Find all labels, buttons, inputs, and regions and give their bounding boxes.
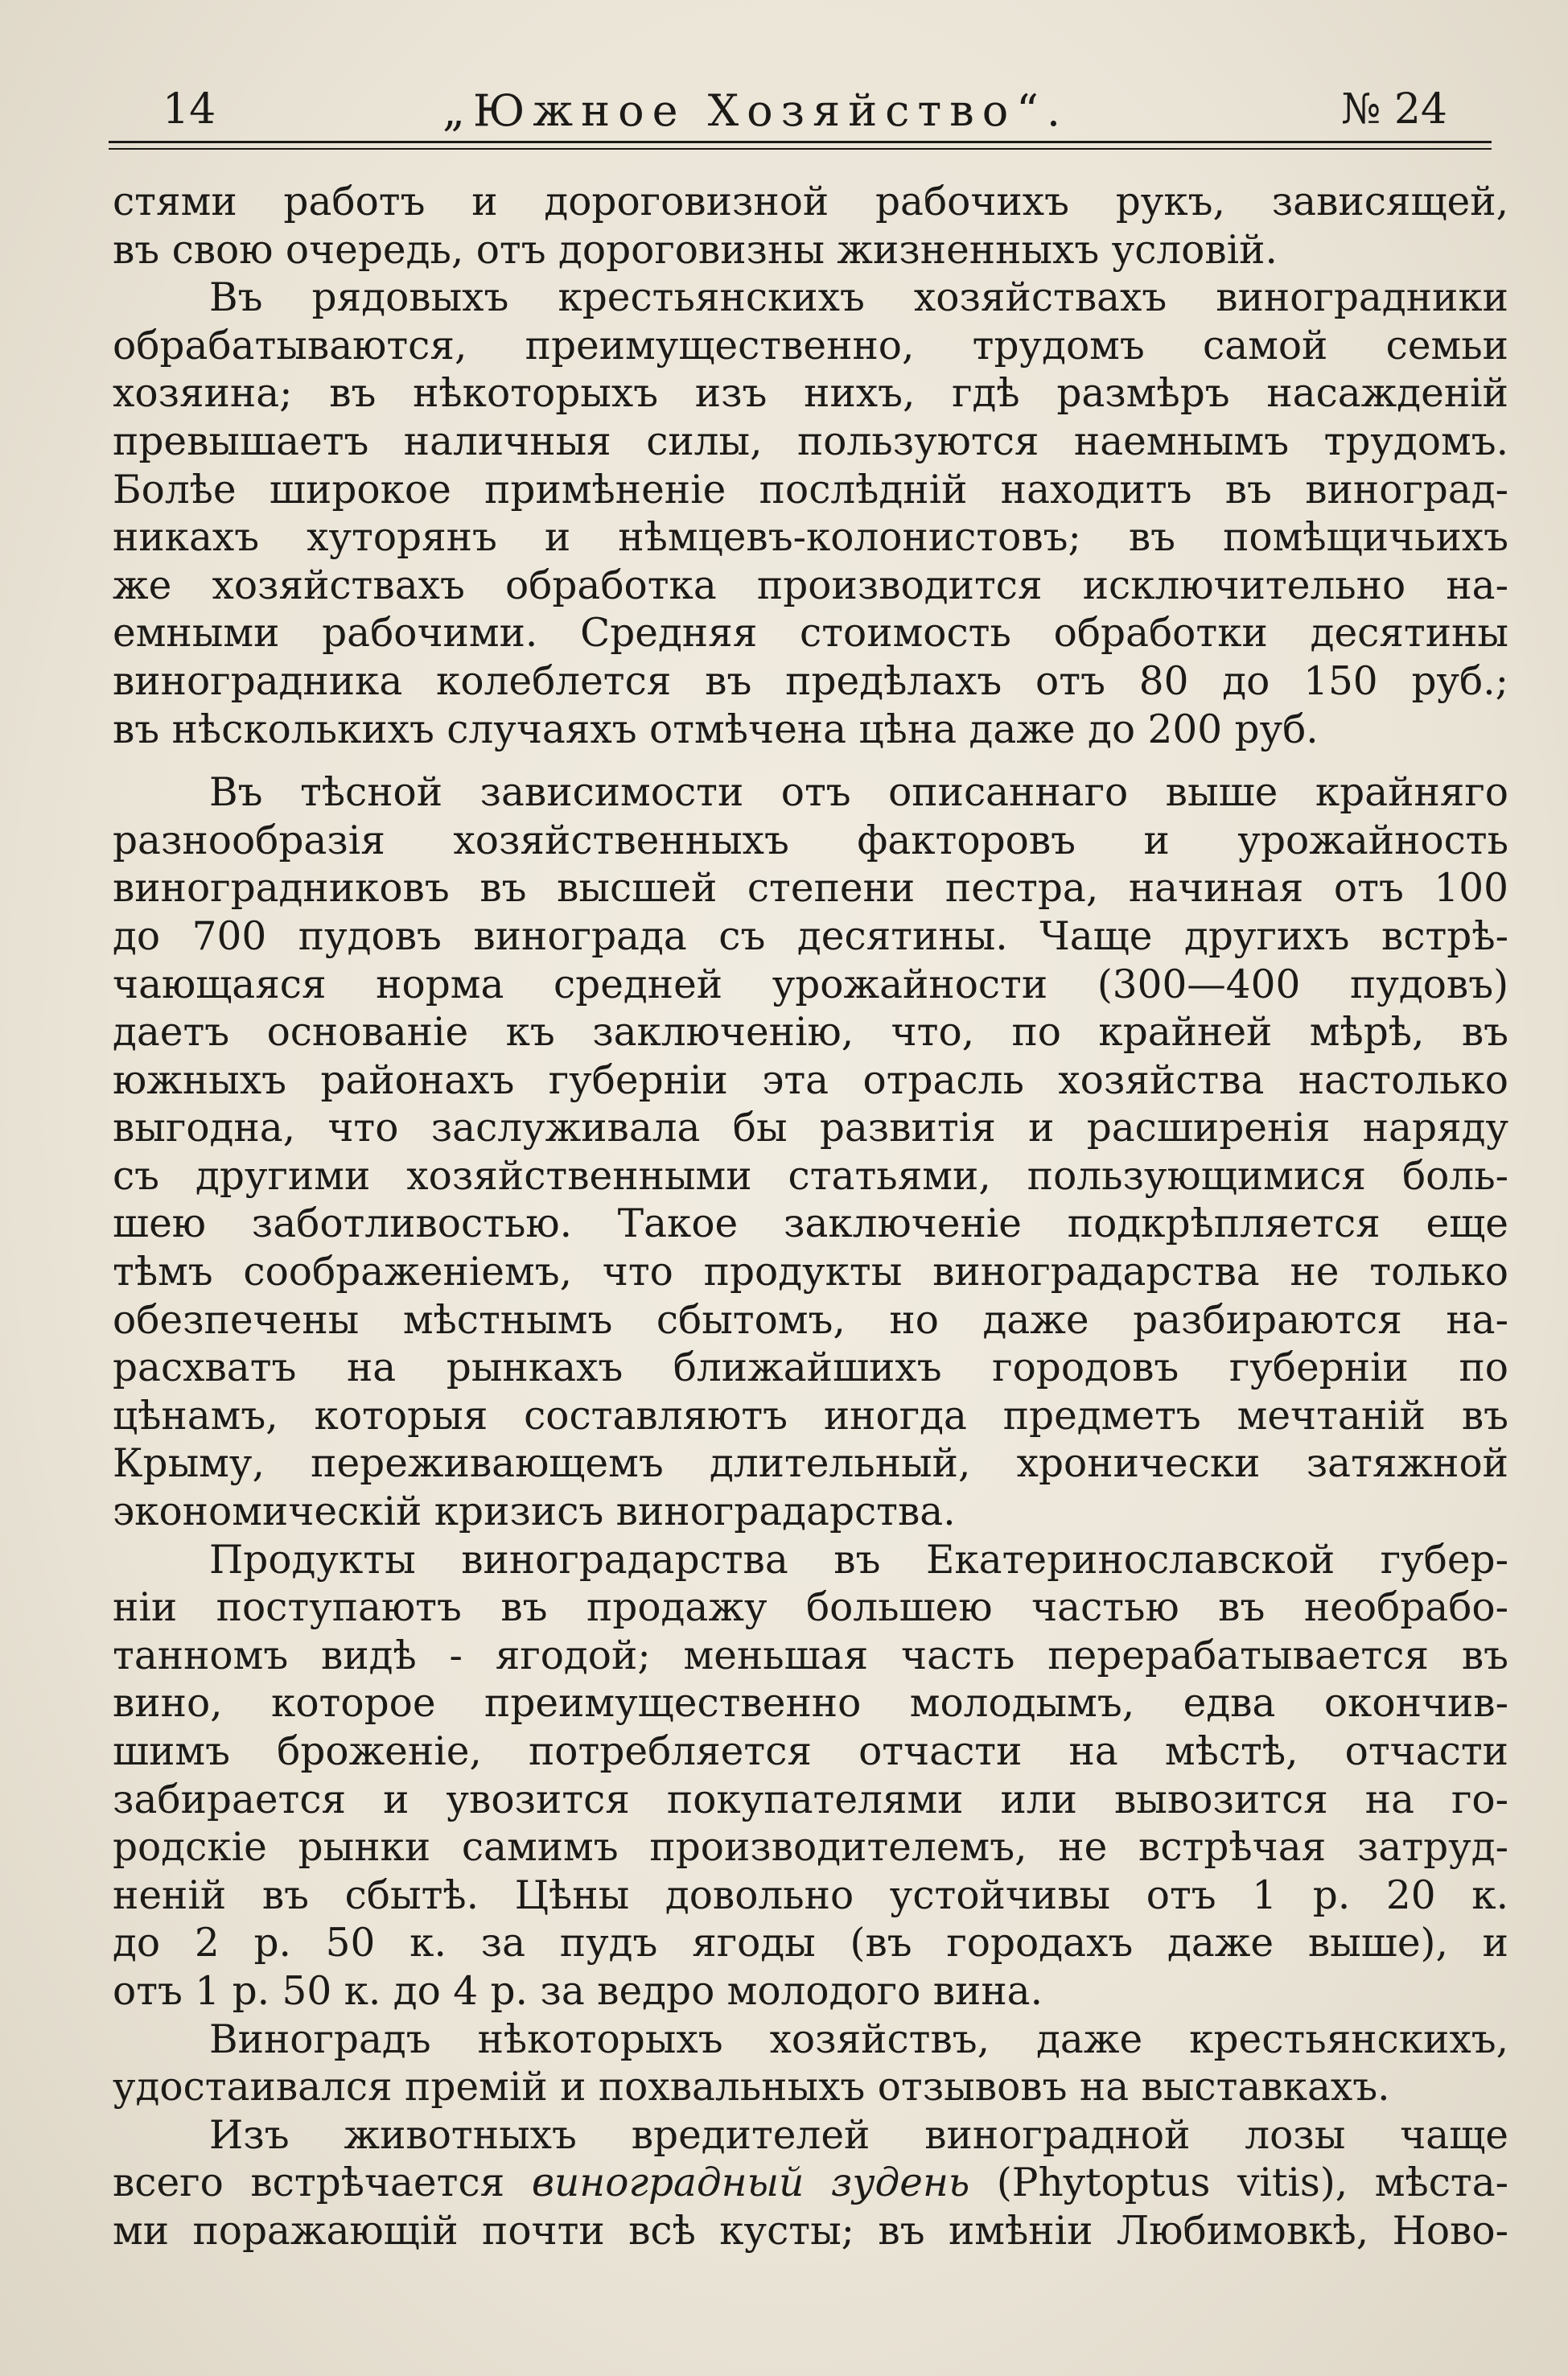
text-line: Крыму, переживающемъ длительный, хронически затяжной	[113, 1441, 1508, 1487]
text-line: шимъ броженіе, потребляется отчасти на мѣстѣ, отчасти	[113, 1729, 1508, 1774]
text-line: тѣмъ соображеніемъ, что продукты виноградарства не только	[113, 1250, 1508, 1295]
text-line: удостаивался премій и похвальныхъ отзывовъ на выставкахъ.	[113, 2065, 1390, 2110]
paragraph-6	[113, 2112, 1508, 2256]
issue-number: № 24	[1341, 85, 1447, 134]
text-line: въ нѣсколькихъ случаяхъ отмѣчена цѣна даже до 200 руб.	[113, 706, 1319, 752]
text-line: Изъ животныхъ вредителей виноградной лозы чаще	[209, 2112, 1508, 2158]
paragraph-5	[113, 2016, 1508, 2112]
text-line: шею заботливостью. Такое заключеніе подкрѣпляется еще	[113, 1201, 1508, 1247]
text-line: же хозяйствахъ обработка производится исключительно на-	[113, 562, 1508, 608]
text-line: Виноградъ нѣкоторыхъ хозяйствъ, даже крестьянскихъ,	[209, 2016, 1508, 2062]
text-line-with-term	[113, 2160, 1508, 2208]
text-line: съ другими хозяйственными статьями, пользующимися боль-	[113, 1153, 1508, 1199]
text-line: стями работъ и дороговизной рабочихъ рукъ, зависящей,	[113, 179, 1508, 224]
latin-name: (Phytoptus vitis), мѣста-	[996, 2160, 1509, 2206]
text-line: выгодна, что заслуживала бы развитія и расширенія наряду	[113, 1106, 1508, 1151]
text-line: неній въ сбытѣ. Цѣны довольно устойчивы отъ 1 р. 20 к.	[113, 1872, 1508, 1918]
page-number: 14	[163, 85, 216, 134]
text-line: ми поражающій почти всѣ кусты; въ имѣніи Любимовкѣ, Ново-	[113, 2208, 1508, 2254]
text-line: южныхъ районахъ губерніи эта отрасль хозяйства настолько	[113, 1057, 1508, 1103]
text-line: превышаетъ наличныя силы, пользуются наемнымъ трудомъ.	[113, 418, 1508, 464]
text-line: никахъ хуторянъ и нѣмцевъ-колонистовъ; въ помѣщичьихъ	[113, 515, 1508, 561]
text-line: Въ рядовыхъ крестьянскихъ хозяйствахъ виноградники	[209, 275, 1508, 321]
text-line: вино, которое преимущественно молодымъ, едва окончив-	[113, 1681, 1508, 1727]
text-line: виноградниковъ въ высшей степени пестра, начиная отъ 100	[113, 866, 1508, 912]
text-line: отъ 1 р. 50 к. до 4 р. за ведро молодого вина.	[113, 1968, 1043, 2014]
italic-term: виноградный зудень	[531, 2160, 970, 2206]
paragraph-2	[113, 274, 1508, 754]
text-line: до 2 р. 50 к. за пудъ ягоды (въ городахъ даже выше), и	[113, 1921, 1508, 1966]
text-fragment: всего встрѣчается	[113, 2160, 505, 2206]
text-line: чающаяся норма средней урожайности (300—400 пудовъ)	[113, 962, 1508, 1007]
text-line: забирается и увозится покупателями или вывозится на го-	[113, 1777, 1508, 1822]
text-line: обрабатываются, преимущественно, трудомъ самой семьи	[113, 323, 1508, 369]
text-line: даетъ основаніе къ заключенію, что, по крайней мѣрѣ, въ	[113, 1010, 1508, 1056]
text-line: Продукты виноградарства въ Екатеринославской губер-	[209, 1537, 1508, 1583]
paragraph-4	[113, 1537, 1508, 2016]
text-line: экономическій кризисъ виноградарства.	[113, 1489, 956, 1535]
text-line: до 700 пудовъ винограда съ десятины. Чаще другихъ встрѣ-	[113, 913, 1508, 959]
article-body	[113, 179, 1508, 2256]
header-rule-thin	[109, 148, 1492, 150]
text-line: родскіе рынки самимъ производителемъ, не встрѣчая затруд-	[113, 1825, 1508, 1871]
text-line: обезпечены мѣстнымъ сбытомъ, но даже разбираются на-	[113, 1297, 1508, 1343]
text-line: въ свою очередь, отъ дороговизны жизненныхъ условій.	[113, 227, 1278, 273]
header-rule-thick	[109, 141, 1492, 143]
text-line: танномъ видѣ - ягодой; меньшая часть перерабатывается въ	[113, 1633, 1508, 1678]
journal-title: „Южное Хозяйство“.	[442, 85, 1068, 136]
text-line: ніи поступаютъ въ продажу большею частью въ необрабо-	[113, 1585, 1508, 1631]
text-line: Въ тѣсной зависимости отъ описаннаго выше крайняго	[209, 770, 1508, 816]
paragraph-1	[113, 179, 1508, 274]
text-line: Болѣе широкое примѣненіе послѣдній находитъ въ виноград-	[113, 467, 1508, 513]
text-line: виноградника колеблется въ предѣлахъ отъ 80 до 150 руб.;	[113, 658, 1508, 704]
paragraph-3	[113, 769, 1508, 1537]
text-line: емными рабочими. Средняя стоимость обработки десятины	[113, 611, 1508, 657]
text-line: цѣнамъ, которыя составляютъ иногда предметъ мечтаній въ	[113, 1393, 1508, 1439]
running-header	[113, 80, 1504, 145]
text-line: разнообразія хозяйственныхъ факторовъ и урожайность	[113, 817, 1508, 863]
text-line: хозяина; въ нѣкоторыхъ изъ нихъ, гдѣ размѣръ насажденій	[113, 371, 1508, 417]
text-line: расхватъ на рынкахъ ближайшихъ городовъ губерніи по	[113, 1345, 1508, 1391]
